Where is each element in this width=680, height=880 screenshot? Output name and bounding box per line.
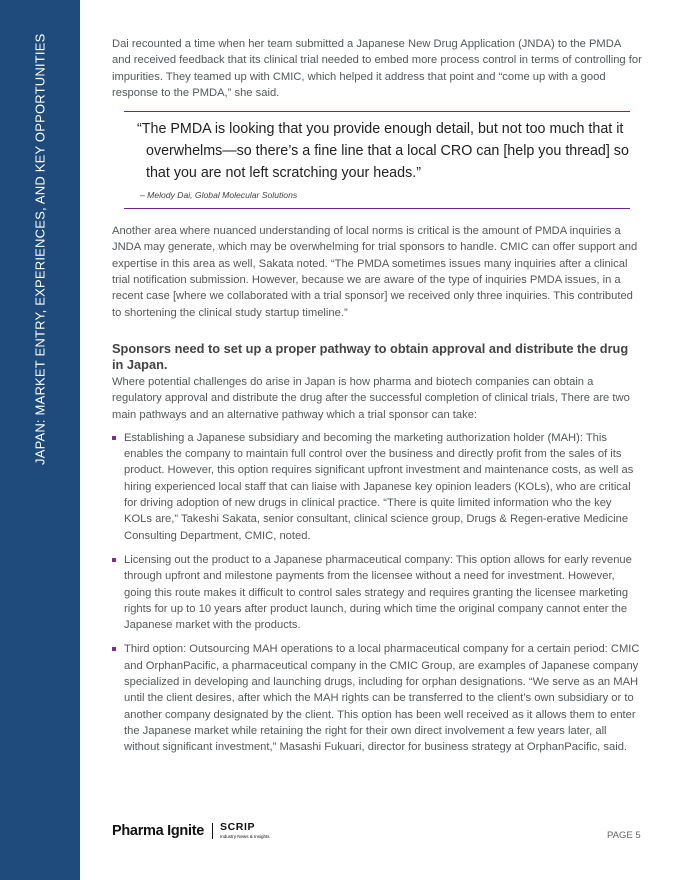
quote-text: “The PMDA is looking that you provide enough detail, but not too much that it overwhelms—so there’s a fine line that a local CRO can [help you thread] so that you are not left scratching your heads.” bbox=[137, 121, 629, 182]
page-number: PAGE 5 bbox=[607, 830, 641, 841]
list-item bbox=[112, 430, 642, 544]
square-bullet-icon bbox=[112, 647, 116, 651]
list-item bbox=[112, 641, 642, 755]
paragraph-3: Where potential challenges do arise in Japan is how pharma and biotech companies can obtain a regulatory approval and distribute the drug after the successful completion of clinical trials, There are two main pathways and an alternative pathway which a trial sponsor can take: bbox=[112, 375, 630, 421]
square-bullet-icon bbox=[112, 436, 116, 440]
scrip-logo bbox=[220, 822, 270, 839]
pathway-list bbox=[112, 430, 642, 756]
paragraph-1: Dai recounted a time when her team submitted a Japanese New Drug Application (JNDA) to the PMDA and received feedback that its clinical trial needed to embed more process control in terms of controlling for impurities. They teamed up with CMIC, which helped it address that point and “come up with a good response to the PMDA,” she said. bbox=[112, 38, 642, 99]
logo-divider bbox=[212, 823, 213, 839]
paragraph-2: Another area where nuanced understanding of local norms is critical is the amount of PMDA inquiries a JNDA may generate, which may be overwhelming for trial sponsors to handle. CMIC can offer support and expertise in this area as well, Sakata noted. “The PMDA sometimes issues many inquiries after a clinical trial notification submission. However, because we are aware of the type of inquiries PMDA issues, in a recent case [where we collaborated with a trial sponsor] we received only three inquiries. This contributed to shortening the clinical study startup timeline.” bbox=[112, 225, 638, 319]
quote-author: – Melody Dai, Global Molecular Solutions bbox=[140, 190, 298, 201]
list-item-text: Establishing a Japanese subsidiary and becoming the marketing authorization holder (MAH): This enables the company to maintain full control over the business and directly profit from the sales of its product. However, this option requires significant upfront investment and maintenance costs, as well as hiring experienced local staff that can liaise with Japanese key opinion leaders (KOLs), who are critical for driving adoption of new drugs in clinical practice. “There is quite limited information who the key KOLs are,” Takeshi Sakata, senior consultant, clinical science group, Drugs & Regen-erative Medicine Consulting Department, CMIC, noted. bbox=[124, 431, 634, 542]
pull-quote bbox=[124, 111, 630, 209]
sidebar-band bbox=[0, 0, 80, 880]
pharma-ignite-logo: Pharma Ignite bbox=[112, 822, 204, 839]
scrip-logo-subtitle: Industry News & Insights bbox=[220, 833, 270, 839]
list-item bbox=[112, 552, 642, 633]
footer-logos bbox=[112, 822, 270, 839]
scrip-logo-text: SCRIP bbox=[220, 821, 256, 833]
section-title: JAPAN: MARKET ENTRY, EXPERIENCES, AND KEY OPPORTUNITIES bbox=[32, 33, 48, 465]
list-item-text: Third option: Outsourcing MAH operations to a local pharmaceutical company for a certain period: CMIC and OrphanPacific, a pharmaceutical company in the CMIC Group, are examples of Japanese company specialized in developing and launching drugs, including for orphan designations. “We serve as an MAH until the client desires, after which the MAH rights can be transferred to the client’s own subsidiary or to another company designated by the client. This option has been well received as it allows them to enter the Japanese market while retaining the right for their own direct involvement a few years later, all without significant investment,” Masashi Fukuari, director for business strategy at OrphanPacific, said. bbox=[124, 643, 640, 754]
section-heading: Sponsors need to set up a proper pathway to obtain approval and distribute the drug in Japan. bbox=[112, 340, 629, 373]
article-body bbox=[112, 36, 642, 764]
square-bullet-icon bbox=[112, 558, 116, 562]
list-item-text: Licensing out the product to a Japanese pharmaceutical company: This option allows for early revenue through upfront and milestone payments from the licensee without a need for investment. However, going this route makes it difficult to control sales strategy and requires granting the licensee marketing rights for up to 10 years after product launch, during which time the original company cannot enter the Japanese market with the products. bbox=[124, 553, 632, 632]
